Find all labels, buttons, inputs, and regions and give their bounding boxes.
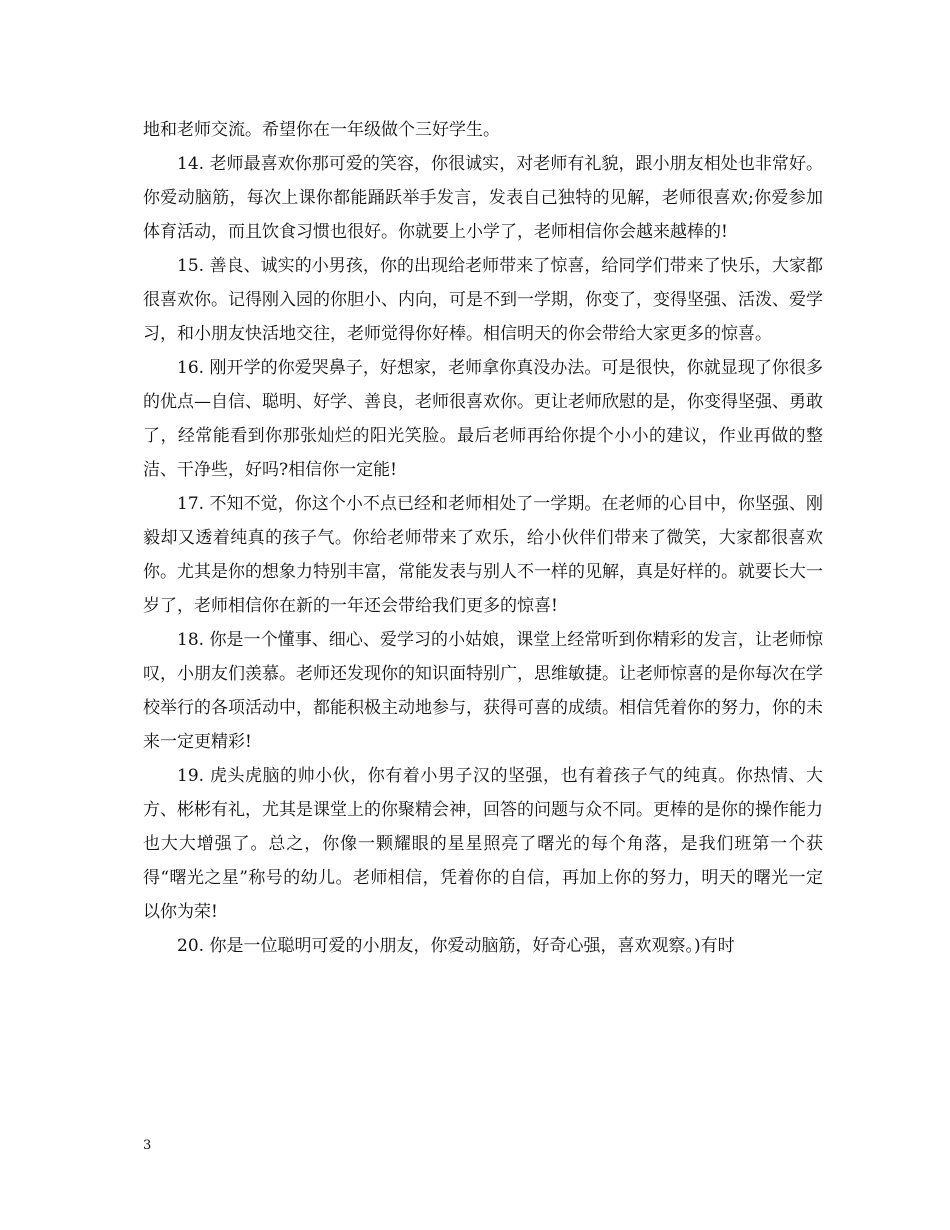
page-number: 3 — [143, 1138, 152, 1153]
paragraph-item-20: 20. 你是一位聪明可爱的小朋友，你爱动脑筋，好奇心强，喜欢观察。)有时 — [177, 936, 735, 956]
paragraph-item-17: 17. 不知不觉，你这个小不点已经和老师相处了一学期。在老师的心目中，你坚强、刚毅却又透着纯真的孩子气。你给老师带来了欢乐，给小伙伴们带来了微笑，大家都很喜欢你。尤其是你的想象力特别丰富，常能发表与别人不一样的见解，真是好样的。就要长大一岁了，老师相信你在新的一年还会带给我们更多的惊喜! — [143, 494, 823, 616]
paragraph-item-18: 18. 你是一个懂事、细心、爱学习的小姑娘，课堂上经常听到你精彩的发言，让老师惊叹，小朋友们羡慕。老师还发现你的知识面特别广，思维敏捷。让老师惊喜的是你每次在学校举行的各项活动中，都能积极主动地参与，获得可喜的成绩。相信凭着你的努力，你的未来一定更精彩! — [143, 630, 823, 752]
paragraph-item-15: 15. 善良、诚实的小男孩，你的出现给老师带来了惊喜，给同学们带来了快乐，大家都很喜欢你。记得刚入园的你胆小、内向，可是不到一学期，你变了，变得坚强、活泼、爱学习，和小朋友快活地交往，老师觉得你好棒。相信明天的你会带给大家更多的惊喜。 — [143, 256, 823, 344]
paragraph-item-14: 14. 老师最喜欢你那可爱的笑容，你很诚实，对老师有礼貌，跟小朋友相处也非常好。你爱动脑筋，每次上课你都能踊跃举手发言，发表自己独特的见解，老师很喜欢;你爱参加体育活动，而且饮食习惯也很好。你就要上小学了，老师相信你会越来越棒的! — [143, 154, 823, 242]
paragraph-item-19: 19. 虎头虎脑的帅小伙，你有着小男子汉的坚强，也有着孩子气的纯真。你热情、大方、彬彬有礼，尤其是课堂上的你聚精会神，回答的问题与众不同。更棒的是你的操作能力也大大增强了。总之，你像一颗耀眼的星星照亮了曙光的每个角落，是我们班第一个获得“曙光之星”称号的幼儿。老师相信，凭着你的自信，再加上你的努力，明天的曙光一定以你为荣! — [143, 766, 823, 922]
paragraph-continuation: 地和老师交流。希望你在一年级做个三好学生。 — [143, 120, 500, 140]
paragraph-item-16: 16. 刚开学的你爱哭鼻子，好想家，老师拿你真没办法。可是很快，你就显现了你很多的优点—自信、聪明、好学、善良，老师很喜欢你。更让老师欣慰的是，你变得坚强、勇敢了，经常能看到你那张灿烂的阳光笑脸。最后老师再给你提个小小的建议，作业再做的整洁、干净些，好吗?相信你一定能! — [143, 358, 823, 480]
document-body — [143, 113, 823, 963]
